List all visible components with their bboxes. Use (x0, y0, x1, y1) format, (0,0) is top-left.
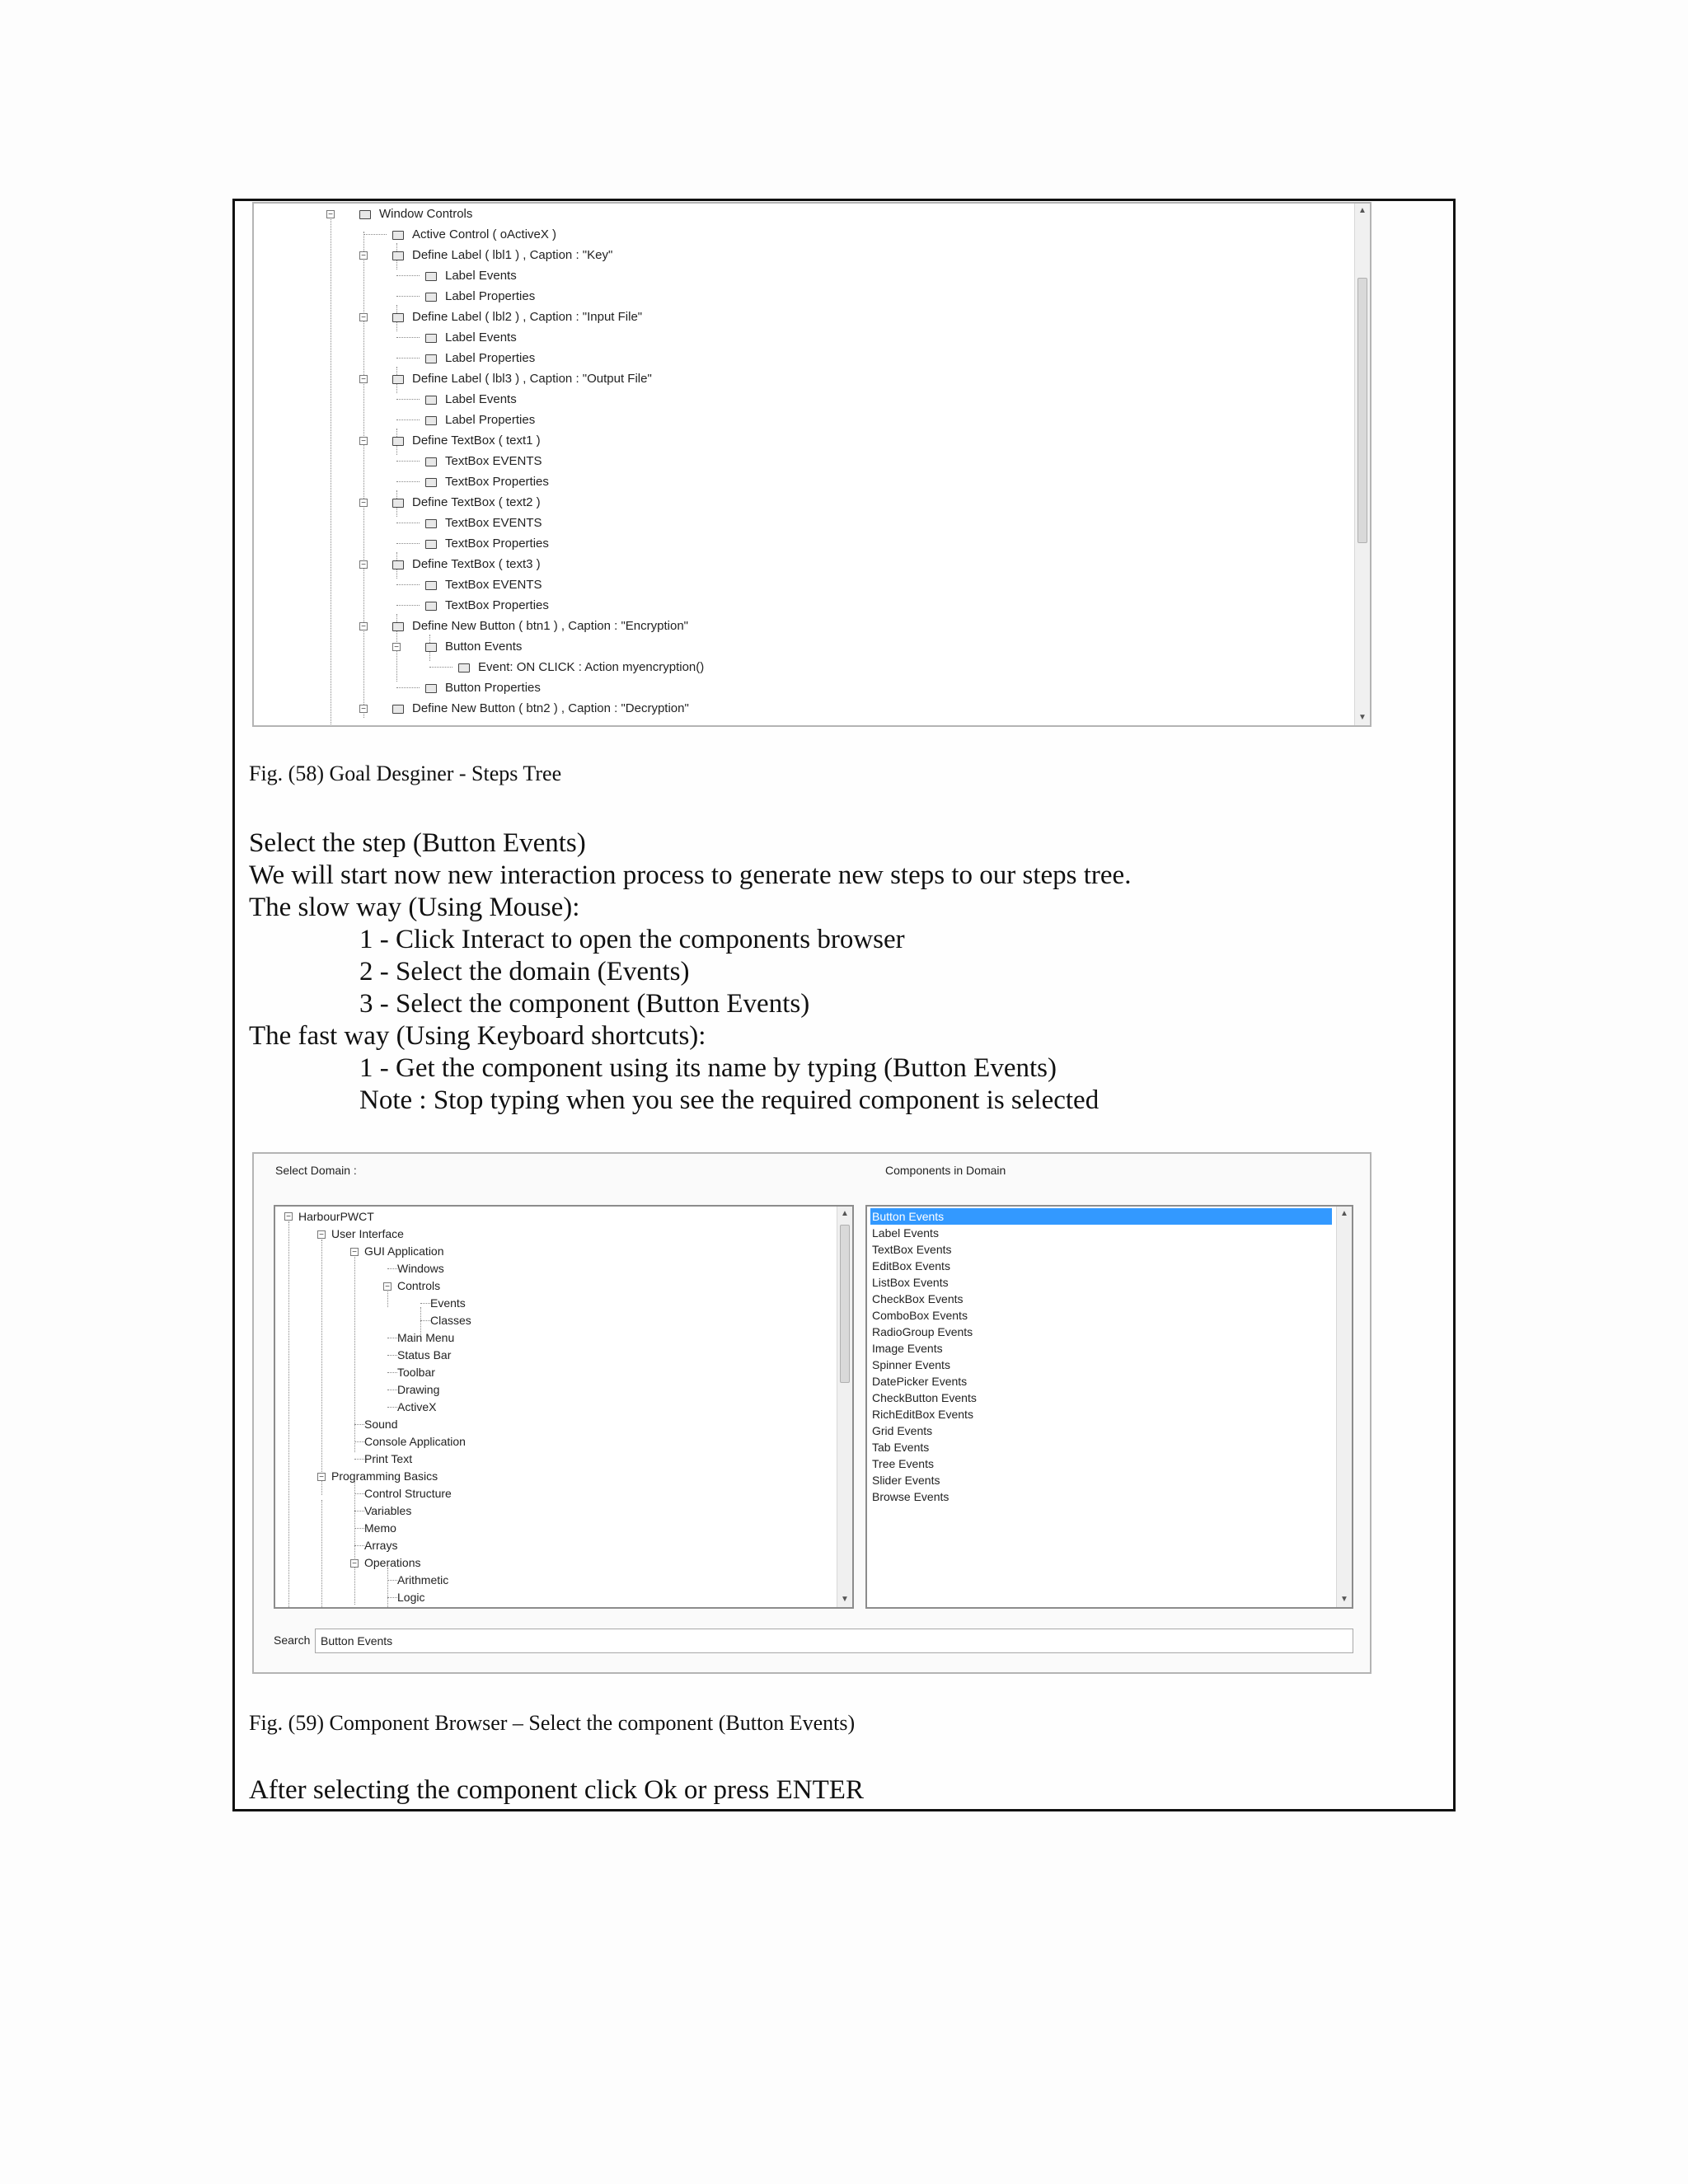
tree-node[interactable]: Label Events (425, 267, 517, 285)
collapse-icon[interactable]: − (359, 313, 368, 321)
collapse-icon[interactable]: − (326, 210, 335, 218)
component-item[interactable]: TextBox Events (872, 1243, 952, 1256)
tree-line (420, 1303, 430, 1304)
instruction-step: 1 - Get the component using its name by typing (Button Events) (359, 1053, 1057, 1083)
tree-line (387, 1580, 397, 1581)
component-item[interactable]: RadioGroup Events (872, 1325, 973, 1338)
domain-node[interactable]: Status Bar (397, 1348, 452, 1361)
instruction-line: The slow way (Using Mouse): (249, 893, 580, 922)
instruction-step: 2 - Select the domain (Events) (359, 957, 690, 987)
tree-node[interactable]: Define TextBox ( text2 ) (392, 494, 541, 512)
instruction-step: 3 - Select the component (Button Events) (359, 989, 810, 1019)
tree-line (396, 584, 420, 585)
collapse-icon[interactable]: − (359, 560, 368, 569)
step-icon (359, 210, 371, 219)
step-icon (425, 396, 437, 405)
tree-node[interactable]: Active Control ( oActiveX ) (392, 226, 556, 244)
instruction-line: We will start now new interaction process to generate new steps to our steps tree. (249, 860, 1132, 890)
tree-node[interactable]: Define TextBox ( text3 ) (392, 555, 541, 574)
domain-node[interactable]: Main Menu (397, 1331, 455, 1344)
tree-line (354, 1254, 355, 1452)
domain-node[interactable]: Console Application (364, 1435, 466, 1448)
step-icon (425, 684, 437, 693)
tree-line (396, 419, 420, 420)
collapse-icon[interactable]: − (359, 622, 368, 630)
domain-node[interactable]: GUI Application (364, 1244, 444, 1258)
domain-scrollbar[interactable] (837, 1207, 852, 1607)
tree-node[interactable]: TextBox EVENTS (425, 514, 542, 532)
component-item[interactable]: Grid Events (872, 1424, 933, 1437)
domain-node[interactable]: Classes (430, 1314, 471, 1327)
domain-node[interactable]: Print Text (364, 1452, 413, 1465)
tree-line (396, 296, 420, 297)
step-icon (425, 293, 437, 302)
component-item-selected[interactable]: Button Events (870, 1208, 1332, 1225)
tree-line (387, 1355, 397, 1356)
tree-node[interactable]: TextBox EVENTS (425, 452, 542, 471)
step-icon (425, 540, 437, 549)
scroll-down-icon[interactable]: ▼ (841, 1595, 849, 1604)
tree-line (354, 1459, 364, 1460)
tree-node[interactable]: Button Events (425, 638, 522, 656)
domain-node[interactable]: Sound (364, 1418, 398, 1431)
collapse-icon[interactable]: − (359, 375, 368, 383)
step-icon (392, 560, 404, 569)
step-icon (425, 334, 437, 343)
collapse-icon[interactable]: − (284, 1212, 293, 1221)
domain-node[interactable]: Programming Basics (331, 1469, 438, 1483)
tree-node[interactable]: TextBox Properties (425, 535, 549, 553)
tree-line (354, 1424, 364, 1425)
collapse-icon[interactable]: − (317, 1230, 326, 1239)
domain-tree[interactable] (274, 1205, 854, 1609)
domain-node[interactable]: Operations (364, 1556, 421, 1569)
tree-line (354, 1481, 355, 1605)
tree-line (387, 1268, 397, 1269)
component-browser-screenshot (252, 1152, 1372, 1674)
component-item[interactable]: Tab Events (872, 1441, 930, 1454)
tree-node[interactable]: Define New Button ( btn1 ) , Caption : "Encryption" (392, 617, 688, 635)
scroll-up-icon[interactable]: ▲ (841, 1209, 849, 1218)
instruction-note: Note : Stop typing when you see the required component is selected (359, 1085, 1100, 1115)
component-item[interactable]: CheckBox Events (872, 1292, 964, 1305)
collapse-icon[interactable]: − (317, 1473, 326, 1481)
component-item[interactable]: CheckButton Events (872, 1391, 977, 1404)
component-item[interactable]: EditBox Events (872, 1259, 950, 1272)
step-icon (392, 705, 404, 714)
collapse-icon[interactable]: − (350, 1559, 359, 1568)
tree-node[interactable]: Label Properties (425, 288, 535, 306)
tree-scrollbar[interactable] (1354, 204, 1370, 725)
component-item[interactable]: ComboBox Events (872, 1309, 968, 1322)
tree-node[interactable]: Label Events (425, 329, 517, 347)
tree-line (396, 275, 420, 276)
component-item[interactable]: Image Events (872, 1342, 943, 1355)
tree-line (396, 481, 420, 482)
step-icon (425, 519, 437, 528)
tree-node[interactable]: TextBox EVENTS (425, 576, 542, 594)
tree-line (396, 605, 420, 606)
component-item[interactable]: ListBox Events (872, 1276, 949, 1289)
domain-node[interactable]: Arrays (364, 1539, 398, 1552)
tree-line (396, 337, 420, 338)
domain-node[interactable]: HarbourPWCT (298, 1210, 374, 1223)
tree-node[interactable]: TextBox Properties (425, 597, 549, 615)
components-scrollbar[interactable] (1336, 1207, 1352, 1607)
domain-node[interactable]: Controls (397, 1279, 441, 1292)
collapse-icon[interactable]: − (359, 251, 368, 260)
figure-caption: Fig. (58) Goal Desginer - Steps Tree (249, 762, 562, 785)
domain-node[interactable]: Windows (397, 1262, 444, 1275)
tree-line (288, 1221, 289, 1609)
domain-node[interactable]: Variables (364, 1504, 412, 1517)
collapse-icon[interactable]: − (359, 437, 368, 445)
instruction-step: 1 - Click Interact to open the components browser (359, 925, 905, 954)
tree-line (396, 687, 420, 688)
tree-line (354, 1493, 364, 1494)
component-item[interactable]: Tree Events (872, 1457, 934, 1470)
components-list[interactable] (865, 1205, 1353, 1609)
component-item[interactable]: Spinner Events (872, 1358, 950, 1371)
tree-line (321, 1240, 322, 1495)
collapse-icon[interactable]: − (359, 499, 368, 507)
collapse-icon[interactable]: − (392, 643, 401, 651)
figure-caption: Fig. (59) Component Browser – Select the component (Button Events) (249, 1711, 856, 1735)
scroll-up-icon[interactable]: ▲ (1358, 206, 1367, 215)
step-icon (425, 416, 437, 425)
tree-node[interactable]: Define Label ( lbl1 ) , Caption : "Key" (392, 246, 612, 265)
scroll-down-icon[interactable]: ▼ (1358, 713, 1367, 722)
tree-node[interactable]: Button Properties (425, 679, 541, 697)
tree-line (396, 461, 420, 462)
step-icon (392, 499, 404, 508)
domain-node[interactable]: Control Structure (364, 1487, 452, 1500)
step-icon (458, 663, 470, 673)
tree-node[interactable]: Define Label ( lbl3 ) , Caption : "Output File" (392, 370, 652, 388)
step-icon (392, 622, 404, 631)
step-icon (392, 313, 404, 322)
tree-line (354, 1528, 364, 1529)
step-icon (392, 375, 404, 384)
steps-tree-screenshot (252, 202, 1372, 727)
scroll-up-icon[interactable]: ▲ (1340, 1209, 1348, 1218)
step-icon (425, 602, 437, 611)
step-icon (425, 581, 437, 590)
tree-node[interactable]: Define TextBox ( text1 ) (392, 432, 541, 450)
tree-line (321, 1500, 322, 1609)
domain-node[interactable]: Logic (397, 1591, 425, 1604)
collapse-icon[interactable]: − (350, 1248, 359, 1256)
tree-node[interactable]: Label Properties (425, 411, 535, 429)
search-label: Search (274, 1633, 311, 1647)
tree-node[interactable]: Define Label ( lbl2 ) , Caption : "Input File" (392, 308, 642, 326)
component-item[interactable]: Label Events (872, 1226, 939, 1240)
tree-line (396, 543, 420, 544)
tree-line (429, 667, 452, 668)
domain-node[interactable]: Memo (364, 1521, 396, 1535)
tree-node[interactable]: Define New Button ( btn2 ) , Caption : "Decryption" (392, 700, 689, 718)
tree-line (396, 358, 420, 359)
step-icon (425, 643, 437, 652)
tree-line (396, 399, 420, 400)
tree-line (387, 1407, 397, 1408)
instruction-line: Select the step (Button Events) (249, 828, 586, 858)
domain-node[interactable]: User Interface (331, 1227, 404, 1240)
tree-line (354, 1441, 364, 1442)
domain-node-selected[interactable]: Events (430, 1296, 466, 1310)
tree-node[interactable]: Label Events (425, 391, 517, 409)
domain-node[interactable]: ActiveX (397, 1400, 437, 1413)
domain-node[interactable]: Arithmetic (397, 1573, 449, 1586)
closing-text: After selecting the component click Ok or press ENTER (249, 1775, 864, 1805)
tree-line (387, 1597, 397, 1598)
domain-node[interactable]: Drawing (397, 1383, 440, 1396)
tree-line (420, 1320, 430, 1321)
tree-node[interactable]: Label Properties (425, 349, 535, 368)
component-item[interactable]: RichEditBox Events (872, 1408, 973, 1421)
collapse-icon[interactable]: − (359, 705, 368, 713)
instruction-line: The fast way (Using Keyboard shortcuts): (249, 1021, 706, 1051)
component-item[interactable]: DatePicker Events (872, 1375, 968, 1388)
step-icon (425, 457, 437, 466)
step-icon (392, 251, 404, 260)
step-icon (425, 272, 437, 281)
scrollbar-thumb[interactable] (1357, 278, 1367, 543)
tree-line (363, 232, 364, 718)
component-item[interactable]: Browse Events (872, 1490, 950, 1503)
step-icon (425, 354, 437, 363)
tree-node[interactable]: Event: ON CLICK : Action myencryption() (458, 658, 704, 677)
tree-line (354, 1545, 364, 1546)
select-domain-label: Select Domain : (275, 1164, 357, 1177)
domain-node[interactable]: Toolbar (397, 1366, 435, 1379)
collapse-icon[interactable]: − (383, 1282, 392, 1291)
component-item[interactable]: Slider Events (872, 1474, 940, 1487)
search-input[interactable] (315, 1629, 1353, 1653)
tree-line (387, 1568, 388, 1609)
scrollbar-thumb[interactable] (840, 1225, 850, 1383)
step-icon (425, 478, 437, 487)
step-icon (392, 231, 404, 240)
step-icon (392, 437, 404, 446)
components-label: Components in Domain (885, 1164, 1006, 1177)
tree-node[interactable]: TextBox Properties (425, 473, 549, 491)
tree-line (387, 1372, 397, 1373)
scroll-down-icon[interactable]: ▼ (1340, 1595, 1348, 1604)
tree-line (363, 234, 387, 235)
tree-node[interactable]: Window Controls (359, 205, 472, 223)
